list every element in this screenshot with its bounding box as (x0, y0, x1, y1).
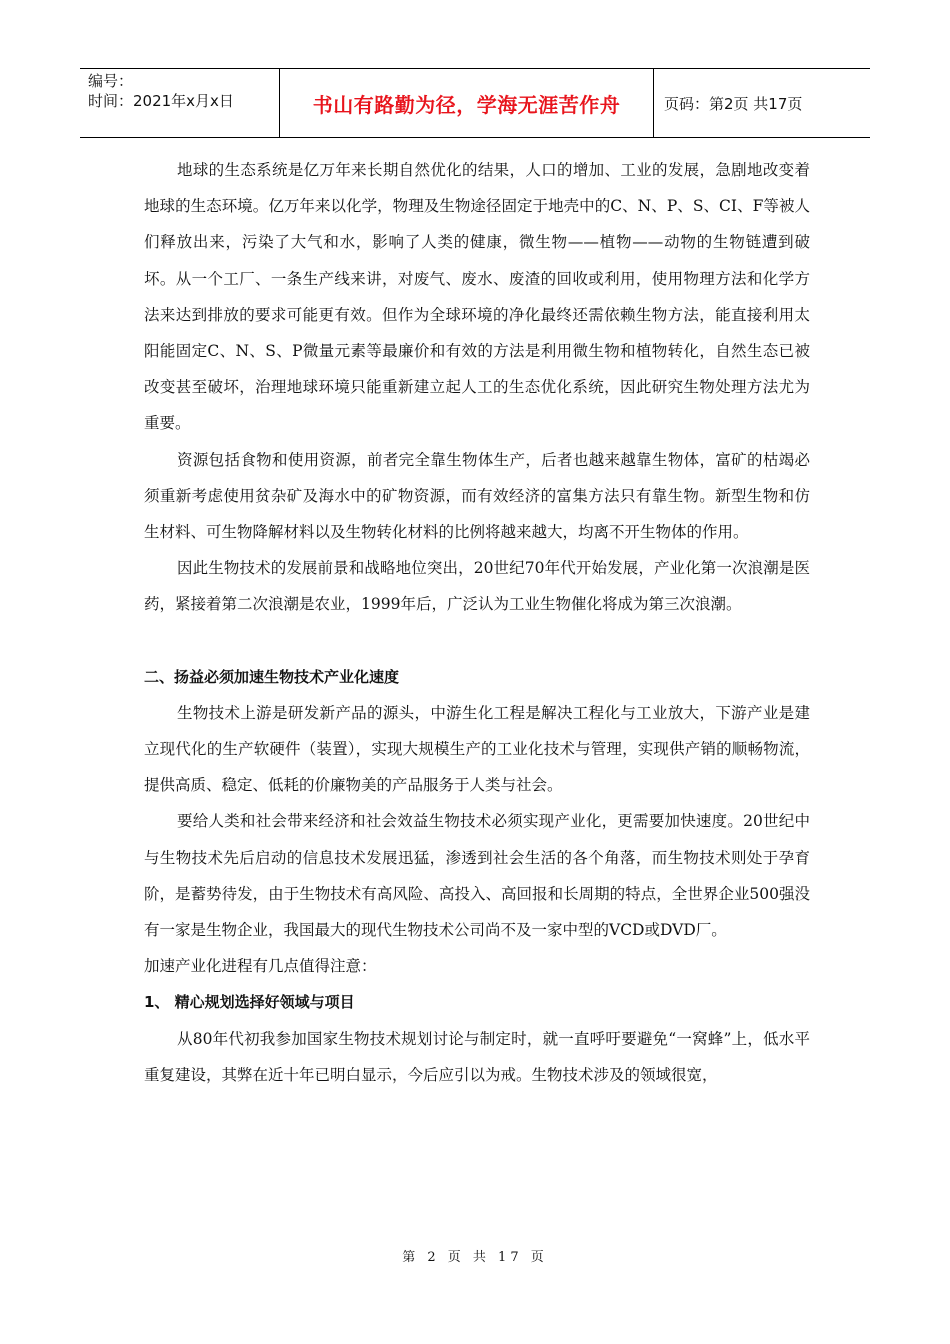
paragraph-industrialization: 要给人类和社会带来经济和社会效益生物技术必须实现产业化，更需要加快速度。20世纪中与生物技术先后启动的信息技术发展迅猛，渗透到社会生活的各个角落，而生物技术则处于孕育阶，是蓄势待发，由于生物技术有高风险、高投入、高回报和长周期的特点，全世界企业500强没有一家是生物企业，我国最大的现代生物技术公司尚不及一家中型的VCD或DVD厂。 (144, 812, 810, 940)
header-page-info: 页码：第2页 共17页 (664, 94, 803, 113)
document-body (144, 152, 810, 1093)
paragraph-planning: 从80年代初我参加国家生物技术规划讨论与制定时，就一直呼吁要避免“一窝蜂”上，低水平重复建设，其弊在近十年已明白显示，今后应引以为戒。生物技术涉及的领域很宽， (144, 1029, 810, 1084)
document-number-label: 编号： (88, 72, 134, 90)
page-header (80, 68, 870, 138)
paragraph-strategic-position: 因此生物技术的发展前景和战略地位突出，20世纪70年代开始发展，产业化第一次浪潮是医药，紧接着第二次浪潮是农业，1999年后，广泛认为工业生物催化将成为第三次浪潮。 (144, 559, 810, 614)
section-heading: 二、扬益必须加速生物技术产业化速度 (144, 667, 400, 686)
page-footer: 第 2 页 共 17 页 (402, 1250, 548, 1265)
paragraph-industry-chain: 生物技术上游是研发新产品的源头，中游生化工程是解决工程化与工业放大，下游产业是建立现代化的生产软硬件（装置），实现大规模生产的工业化技术与管理，实现供产销的顺畅物流，提供高质、稳定、低耗的价廉物美的产品服务于人类与社会。 (144, 703, 810, 795)
header-meta (80, 69, 280, 137)
paragraph-ecology: 地球的生态系统是亿万年来长期自然优化的结果，人口的增加、工业的发展，急剧地改变着地球的生态环境。亿万年来以化学，物理及生物途径固定于地壳中的C、N、P、S、CI、F等被人们释放出来，污染了大气和水，影响了人类的健康，微生物——植物——动物的生物链遭到破坏。从一个工厂、一条生产线来讲，对废气、废水、废渣的回收或利用，使用物理方法和化学方法来达到排放的要求可能更有效。但作为全球环境的净化最终还需依赖生物方法，能直接利用太阳能固定C、N、S、P微量元素等最廉价和有效的方法是利用微生物和植物转化，自然生态已被改变甚至破坏，治理地球环境只能重新建立起人工的生态优化系统，因此研究生物处理方法尤为重要。 (144, 161, 810, 433)
header-motto: 书山有路勤为径，学海无涯苦作舟 (280, 69, 654, 137)
subsection-heading: 1、 精心规划选择好领域与项目 (144, 993, 355, 1012)
paragraph-notes-intro: 加速产业化进程有几点值得注意： (144, 957, 377, 976)
document-date: 时间：2021年x月x日 (88, 92, 234, 110)
paragraph-resources: 资源包括食物和使用资源，前者完全靠生物体生产，后者也越来越靠生物体，富矿的枯竭必须重新考虑使用贫杂矿及海水中的矿物资源，而有效经济的富集方法只有靠生物。新型生物和仿生材料、可生物降解材料以及生物转化材料的比例将越来越大，均离不开生物体的作用。 (144, 450, 810, 542)
section-spacer (144, 623, 810, 659)
